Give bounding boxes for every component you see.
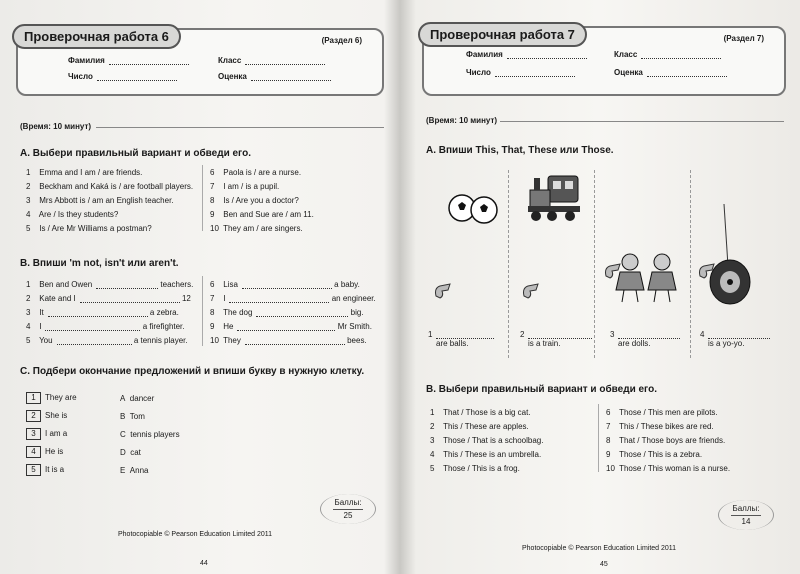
- balls-icon: [446, 188, 502, 228]
- left-header-box: [16, 28, 384, 96]
- left-a-divider: [202, 165, 203, 231]
- left-b-item-7[interactable]: 7 I an engineer.: [210, 294, 376, 303]
- left-a-item-4: 4 Are / Is they students?: [26, 210, 119, 219]
- left-b-item-6[interactable]: 6 Lisa a baby.: [210, 280, 360, 289]
- right-page-number: 45: [600, 561, 608, 568]
- right-b-item-6: 6 Those / This men are pilots.: [606, 408, 718, 417]
- right-b-item-2: 2 This / These are apples.: [430, 422, 529, 431]
- left-score-total: 25: [333, 509, 363, 520]
- left-b-item-5[interactable]: 5 You a tennis player.: [26, 336, 188, 345]
- right-score-label: Баллы:: [732, 504, 760, 513]
- right-b-item-8: 8 That / Those boys are friends.: [606, 436, 726, 445]
- yoyo-icon: [702, 200, 762, 310]
- left-b-item-8[interactable]: 8 The dog big.: [210, 308, 364, 317]
- right-a-divider-1: [508, 170, 509, 358]
- left-page-title: Проверочная работа 6: [12, 24, 181, 49]
- left-section-tag: (Раздел 6): [321, 36, 362, 45]
- right-class-field[interactable]: Класс: [614, 50, 721, 59]
- left-section-c-heading: C. Подбери окончание предложений и впиши букву в нужную клетку.: [20, 366, 365, 377]
- right-grade-field[interactable]: Оценка: [614, 68, 727, 77]
- left-grade-field[interactable]: Оценка: [218, 72, 331, 81]
- right-time-rule: [500, 121, 784, 122]
- left-a-item-10: 10 They am / are singers.: [210, 224, 303, 233]
- right-b-item-1: 1 That / Those is a big cat.: [430, 408, 531, 417]
- right-a-caption-1[interactable]: 1 are balls.: [428, 330, 494, 348]
- right-section-b-heading: B. Выбери правильный вариант и обведи его.: [426, 384, 657, 395]
- left-c-stem-4[interactable]: 4 He is: [26, 446, 63, 458]
- right-section-tag: (Раздел 7): [723, 34, 764, 43]
- left-a-item-5: 5 Is / Are Mr Williams a postman?: [26, 224, 152, 233]
- left-section-a-heading: A. Выбери правильный вариант и обведи его.: [20, 148, 251, 159]
- left-score-label: Баллы:: [334, 498, 362, 507]
- left-score-box: [320, 494, 376, 524]
- left-b-item-2[interactable]: 2 Kate and I 12: [26, 294, 191, 303]
- pointing-hand-icon-2: [520, 282, 542, 302]
- left-number-field[interactable]: Число: [68, 72, 177, 81]
- left-a-item-8: 8 Is / Are you a doctor?: [210, 196, 299, 205]
- left-c-option-c: C tennis players: [120, 430, 180, 439]
- right-a-caption-4[interactable]: 4 is a yo-yo.: [700, 330, 770, 348]
- left-b-item-3[interactable]: 3 It a zebra.: [26, 308, 179, 317]
- left-c-stem-5[interactable]: 5 It is a: [26, 464, 64, 476]
- right-b-item-5: 5 Those / This is a frog.: [430, 464, 520, 473]
- left-b-item-9[interactable]: 9 He Mr Smith.: [210, 322, 372, 331]
- left-b-divider: [202, 276, 203, 346]
- left-c-option-b: B Tom: [120, 412, 145, 421]
- right-page-title: Проверочная работа 7: [418, 22, 587, 47]
- pointing-hand-icon-4: [696, 262, 718, 282]
- right-name-field[interactable]: Фамилия: [466, 50, 587, 59]
- left-time-rule: [96, 127, 384, 128]
- left-c-option-d: D cat: [120, 448, 141, 457]
- left-b-item-1[interactable]: 1 Ben and Owen teachers.: [26, 280, 194, 289]
- left-a-item-1: 1 Emma and I am / are friends.: [26, 168, 143, 177]
- right-b-item-4: 4 This / These is an umbrella.: [430, 450, 542, 459]
- train-icon: [522, 168, 582, 226]
- right-footer: Photocopiable © Pearson Education Limited 2011: [522, 545, 677, 552]
- left-a-item-9: 9 Ben and Sue are / am 11.: [210, 210, 314, 219]
- left-class-field[interactable]: Класс: [218, 56, 325, 65]
- left-c-option-a: A dancer: [120, 394, 155, 403]
- right-header-box: [422, 26, 786, 96]
- left-b-item-4[interactable]: 4 I a firefighter.: [26, 322, 185, 331]
- left-time-limit: (Время: 10 минут): [20, 122, 92, 131]
- left-a-item-7: 7 I am / is a pupil.: [210, 182, 280, 191]
- right-number-field[interactable]: Число: [466, 68, 575, 77]
- right-b-item-10: 10 Those / This woman is a nurse.: [606, 464, 731, 473]
- right-a-caption-2[interactable]: 2 is a train.: [520, 330, 592, 348]
- left-name-field[interactable]: Фамилия: [68, 56, 189, 65]
- left-a-item-3: 3 Mrs Abbott is / am an English teacher.: [26, 196, 174, 205]
- right-a-caption-3[interactable]: 3 are dolls.: [610, 330, 680, 348]
- right-page: [402, 0, 800, 574]
- right-score-box: [718, 500, 774, 530]
- left-c-stem-3[interactable]: 3 I am a: [26, 428, 67, 440]
- right-a-divider-3: [690, 170, 691, 358]
- left-footer: Photocopiable © Pearson Education Limited 2011: [118, 531, 273, 538]
- pointing-hand-icon-1: [432, 282, 454, 302]
- left-a-item-6: 6 Paola is / are a nurse.: [210, 168, 302, 177]
- right-b-item-3: 3 Those / That is a schoolbag.: [430, 436, 544, 445]
- right-b-divider: [598, 404, 599, 472]
- left-b-item-10[interactable]: 10 They bees.: [210, 336, 367, 345]
- right-b-item-9: 9 Those / This is a zebra.: [606, 450, 703, 459]
- left-c-option-e: E Anna: [120, 466, 149, 475]
- right-a-divider-2: [594, 170, 595, 358]
- left-page-number: 44: [200, 560, 208, 567]
- left-a-item-2: 2 Beckham and Kaká is / are football players.: [26, 182, 194, 191]
- right-section-a-heading: A. Впиши This, That, These или Those.: [426, 145, 614, 156]
- right-time-limit: (Время: 10 минут): [426, 116, 498, 125]
- right-score-total: 14: [731, 515, 761, 526]
- left-c-stem-2[interactable]: 2 She is: [26, 410, 67, 422]
- left-section-b-heading: B. Впиши 'm not, isn't или aren't.: [20, 258, 179, 269]
- left-c-stem-1[interactable]: 1 They are: [26, 392, 77, 404]
- pointing-hand-icon-3: [602, 262, 624, 282]
- left-page: [0, 0, 398, 574]
- right-b-item-7: 7 This / These bikes are red.: [606, 422, 714, 431]
